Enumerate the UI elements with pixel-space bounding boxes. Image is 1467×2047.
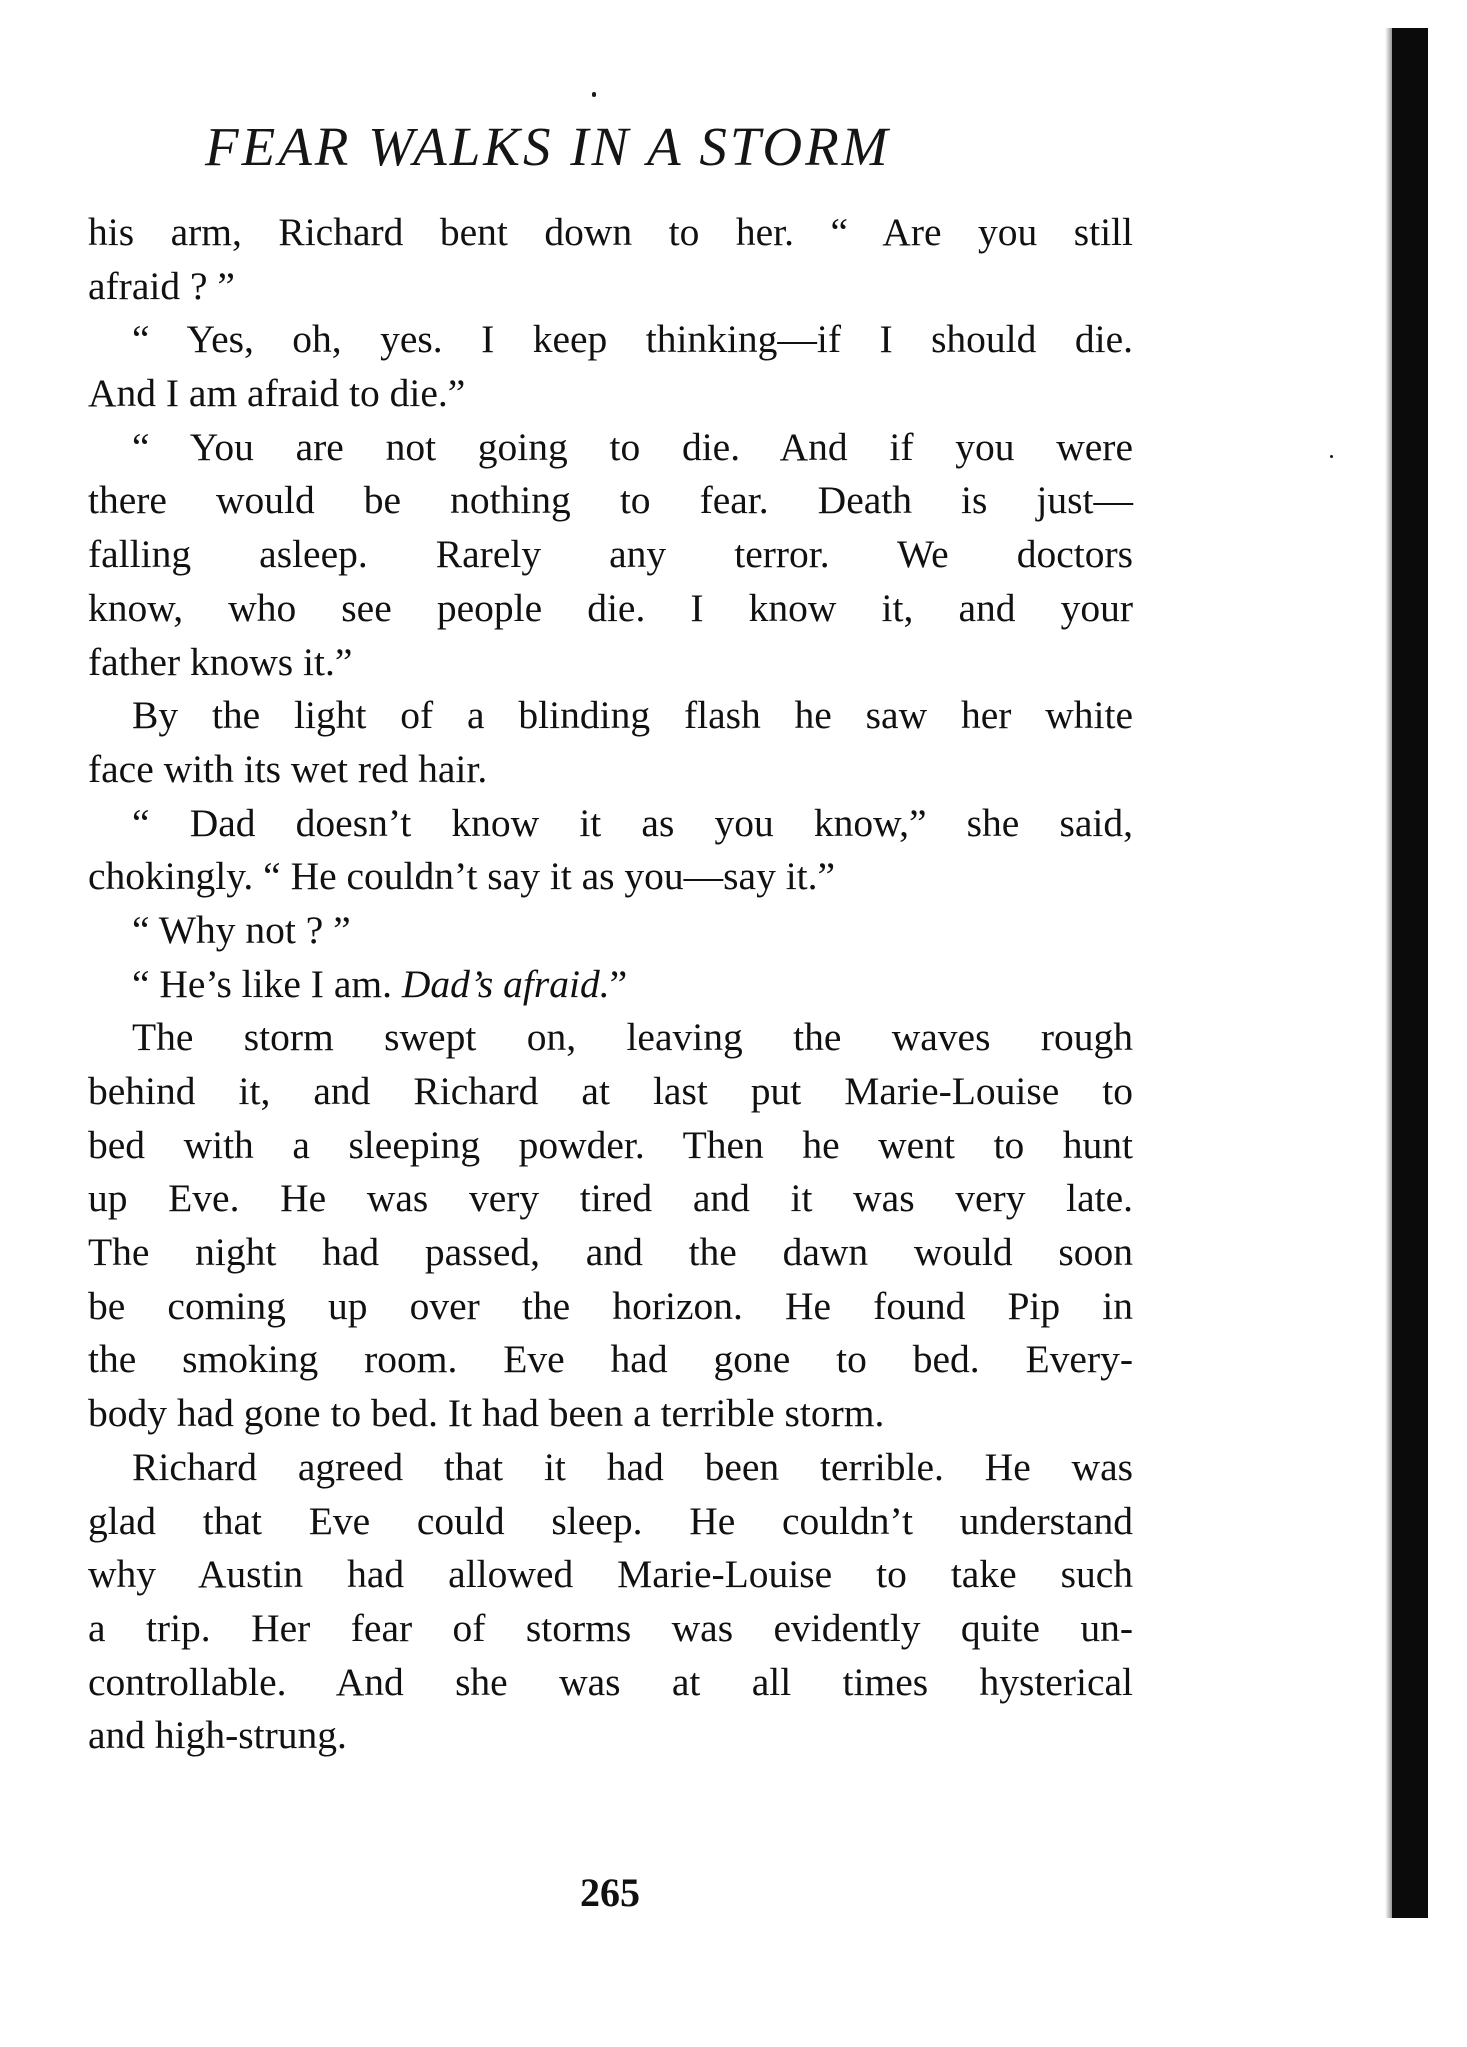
- text-line-content: afraid ? ”: [88, 263, 235, 308]
- text-line: [88, 904, 1133, 958]
- text-line-content: father knows it.”: [88, 639, 353, 684]
- text-line-content: “ Why not ? ”: [132, 907, 351, 952]
- text-line-content: “ Dad doesn’t know it as you know,” she said,: [132, 800, 1133, 845]
- page-number: 265: [580, 1870, 640, 1915]
- text-line-content: By the light of a blinding flash he saw her white: [132, 693, 1133, 738]
- text-line-content: be coming up over the horizon. He found Pip in: [88, 1283, 1133, 1328]
- text-line-content: know, who see people die. I know it, and your: [88, 585, 1133, 630]
- text-line: [88, 1333, 1133, 1387]
- text-line-content: behind it, and Richard at last put Marie-Louise to: [88, 1069, 1133, 1113]
- binding-shadow: [1392, 28, 1428, 1918]
- text-line: [88, 636, 1133, 690]
- text-line-content: face with its wet red hair.: [88, 746, 488, 791]
- text-line: [88, 797, 1133, 851]
- text-line: [88, 958, 1133, 1012]
- ink-speck: [592, 92, 596, 97]
- text-line: [88, 1280, 1133, 1334]
- text-line: [88, 1656, 1133, 1710]
- text-line: [88, 582, 1133, 636]
- italic-phrase: Dad’s afraid.: [401, 961, 610, 1006]
- text-line-content: the smoking room. Eve had gone to bed. Every-: [88, 1337, 1133, 1382]
- text-line: [88, 1119, 1133, 1173]
- closing-quote: ”: [609, 961, 628, 1006]
- text-line: [88, 1548, 1133, 1602]
- text-line-content: and high-strung.: [88, 1713, 347, 1758]
- text-line-content: up Eve. He was very tired and it was very late.: [88, 1176, 1133, 1221]
- text-line-content: The night had passed, and the dawn would soon: [88, 1230, 1133, 1275]
- text-line-content: body had gone to bed. It had been a terrible storm.: [88, 1391, 885, 1436]
- text-line-content: The storm swept on, leaving the waves rough: [132, 1015, 1133, 1060]
- text-line-content: falling asleep. Rarely any terror. We doctors: [88, 532, 1133, 577]
- text-line: [88, 1709, 1133, 1763]
- text-line: [88, 474, 1133, 528]
- text-line-content: why Austin had allowed Marie-Louise to take such: [88, 1552, 1133, 1597]
- text-line-content: glad that Eve could sleep. He couldn’t understand: [88, 1498, 1133, 1543]
- text-line: [88, 1602, 1133, 1656]
- text-line: [88, 850, 1133, 904]
- body-text: [88, 206, 1133, 1763]
- text-line-content: there would be nothing to fear. Death is just—: [88, 478, 1133, 523]
- text-line: [88, 1441, 1133, 1495]
- text-line: [88, 1172, 1133, 1226]
- ink-speck: [1330, 455, 1333, 458]
- text-line: [88, 743, 1133, 797]
- text-line: [88, 260, 1133, 314]
- text-line: [88, 528, 1133, 582]
- text-line: [88, 313, 1133, 367]
- text-line-content: a trip. Her fear of storms was evidently quite un-: [88, 1605, 1133, 1650]
- text-line: [88, 689, 1133, 743]
- text-line: [88, 1495, 1133, 1549]
- text-line-content: controllable. And she was at all times hysterical: [88, 1659, 1133, 1704]
- text-line: [88, 206, 1133, 260]
- running-title: FEAR WALKS IN A STORM: [205, 116, 891, 177]
- text-line: [88, 1226, 1133, 1280]
- text-line-content: bed with a sleeping powder. Then he went to hunt: [88, 1122, 1133, 1167]
- text-line: [88, 367, 1133, 421]
- text-line-content: And I am afraid to die.”: [88, 371, 466, 416]
- text-line: [88, 1011, 1133, 1065]
- text-line: [88, 1387, 1133, 1441]
- text-line-content: “ He’s like I am.: [132, 961, 402, 1006]
- text-line-content: “ Yes, oh, yes. I keep thinking—if I should die.: [132, 317, 1133, 362]
- text-line-content: chokingly. “ He couldn’t say it as you—say it.”: [88, 854, 836, 899]
- text-line-content: Richard agreed that it had been terrible. He was: [132, 1444, 1133, 1489]
- text-line: [88, 421, 1133, 475]
- text-line-content: his arm, Richard bent down to her. “ Are you still: [88, 210, 1133, 254]
- text-line-content: “ You are not going to die. And if you were: [132, 424, 1133, 469]
- text-line: [88, 1065, 1133, 1119]
